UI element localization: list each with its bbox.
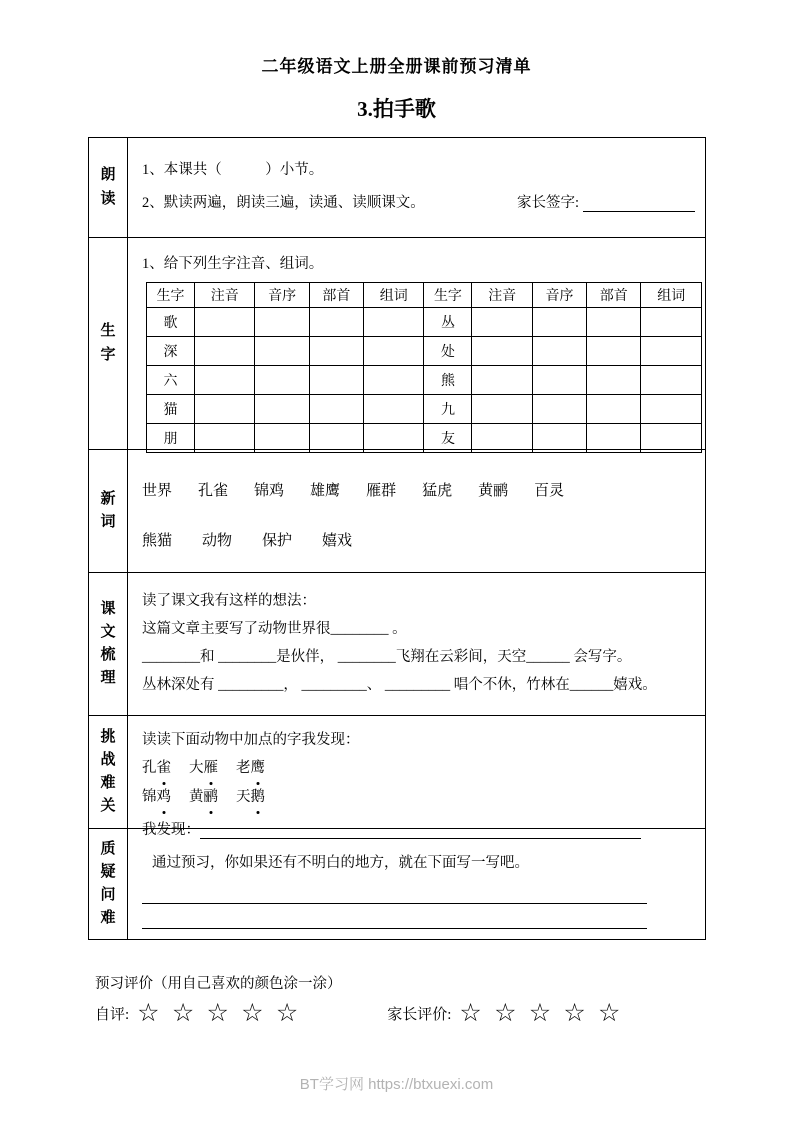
fill-cell bbox=[309, 424, 363, 453]
signature-blank-line bbox=[583, 197, 695, 212]
animal-char-dotted: 雀 bbox=[157, 756, 172, 781]
animal-char: 天 bbox=[236, 789, 251, 805]
fill-cell bbox=[587, 366, 641, 395]
fill-cell bbox=[472, 308, 533, 337]
char-cell: 六 bbox=[147, 366, 195, 395]
word: 熊猫 bbox=[142, 533, 173, 549]
fill-cell bbox=[532, 308, 586, 337]
fill-cell bbox=[255, 424, 309, 453]
fill-cell bbox=[363, 395, 424, 424]
col-header-word: 组词 bbox=[641, 283, 702, 308]
page-title: 二年级语文上册全册课前预习清单 bbox=[261, 57, 532, 76]
table-row bbox=[147, 366, 702, 395]
reading-line-1: 1、本课共（ ）小节。 bbox=[142, 162, 324, 178]
section-label-text: 挑战难关 bbox=[100, 728, 116, 815]
fill-cell bbox=[363, 308, 424, 337]
parent-evaluation-group bbox=[387, 1001, 623, 1026]
col-header-character: 生字 bbox=[424, 283, 472, 308]
col-header-word: 组词 bbox=[363, 283, 424, 308]
outline-line-1: 读了课文我有这样的想法： bbox=[142, 593, 316, 609]
reading-content bbox=[128, 138, 705, 237]
char-cell: 九 bbox=[424, 395, 472, 424]
char-cell: 猫 bbox=[147, 395, 195, 424]
text-outline-content bbox=[128, 573, 705, 715]
new-characters-content bbox=[128, 238, 705, 449]
section-label-text-outline bbox=[89, 573, 128, 715]
section-label-text: 新词 bbox=[100, 490, 116, 530]
worksheet-table bbox=[88, 137, 706, 940]
char-cell: 熊 bbox=[424, 366, 472, 395]
animal-char-dotted: 鹰 bbox=[251, 756, 266, 781]
col-header-pinyin: 注音 bbox=[472, 283, 533, 308]
section-label-text: 课文梳理 bbox=[100, 600, 116, 687]
table-row bbox=[147, 337, 702, 366]
fill-cell bbox=[194, 366, 255, 395]
questions-content bbox=[128, 829, 705, 939]
section-text-outline bbox=[89, 573, 705, 716]
fill-cell bbox=[194, 395, 255, 424]
word-row-2 bbox=[142, 529, 697, 550]
char-cell: 友 bbox=[424, 424, 472, 453]
section-label-text: 质疑问难 bbox=[100, 840, 116, 927]
animal-word bbox=[189, 756, 218, 781]
fill-cell bbox=[255, 337, 309, 366]
characters-table bbox=[146, 282, 702, 453]
section-label-text: 朗读 bbox=[100, 167, 116, 207]
parent-evaluation-stars: ☆ ☆ ☆ ☆ ☆ bbox=[459, 1000, 624, 1027]
fill-cell bbox=[309, 308, 363, 337]
char-cell: 深 bbox=[147, 337, 195, 366]
section-label-new-words bbox=[89, 450, 128, 572]
fill-cell bbox=[309, 337, 363, 366]
col-header-order: 音序 bbox=[255, 283, 309, 308]
fill-cell bbox=[587, 395, 641, 424]
fill-cell bbox=[309, 395, 363, 424]
fill-cell bbox=[532, 337, 586, 366]
finding-label: 我发现： bbox=[142, 822, 200, 838]
fill-cell bbox=[532, 366, 586, 395]
table-row bbox=[147, 308, 702, 337]
animal-char: 锦 bbox=[142, 789, 157, 805]
watermark-text: BT学习网 https://btxuexi.com bbox=[299, 1076, 494, 1093]
fill-cell bbox=[587, 308, 641, 337]
evaluation-block bbox=[95, 972, 793, 1026]
fill-cell bbox=[194, 337, 255, 366]
col-header-order: 音序 bbox=[532, 283, 586, 308]
animal-char-dotted: 鹂 bbox=[204, 785, 219, 810]
section-label-reading bbox=[89, 138, 128, 237]
section-challenge bbox=[89, 716, 705, 838]
section-questions bbox=[89, 829, 705, 939]
col-header-character: 生字 bbox=[147, 283, 195, 308]
new-words-content bbox=[128, 450, 705, 572]
fill-cell bbox=[641, 308, 702, 337]
evaluation-heading: 预习评价（用自己喜欢的颜色涂一涂） bbox=[95, 976, 342, 992]
animal-word bbox=[189, 785, 218, 810]
fill-cell bbox=[641, 337, 702, 366]
fill-cell bbox=[532, 395, 586, 424]
word: 孔雀 bbox=[198, 483, 229, 499]
parent-evaluation-label: 家长评价: bbox=[387, 1007, 452, 1023]
writing-line-1 bbox=[142, 903, 647, 904]
word: 雄鹰 bbox=[310, 483, 341, 499]
animal-word bbox=[142, 785, 171, 810]
parent-signature bbox=[517, 191, 695, 212]
fill-cell bbox=[587, 424, 641, 453]
section-label-text: 生字 bbox=[100, 323, 116, 363]
fill-cell bbox=[641, 424, 702, 453]
section-new-words bbox=[89, 450, 705, 573]
characters-table-header-row bbox=[147, 283, 702, 308]
parent-signature-label: 家长签字: bbox=[516, 195, 579, 211]
word: 世界 bbox=[142, 483, 173, 499]
fill-cell bbox=[309, 366, 363, 395]
fill-cell bbox=[194, 308, 255, 337]
fill-cell bbox=[363, 337, 424, 366]
fill-cell bbox=[587, 337, 641, 366]
fill-cell bbox=[363, 424, 424, 453]
animal-word bbox=[236, 785, 265, 810]
animal-word bbox=[142, 756, 171, 781]
self-evaluation-label: 自评: bbox=[95, 1007, 130, 1023]
col-header-radical: 部首 bbox=[587, 283, 641, 308]
fill-cell bbox=[472, 366, 533, 395]
word: 百灵 bbox=[534, 483, 565, 499]
fill-cell bbox=[255, 366, 309, 395]
fill-cell bbox=[532, 424, 586, 453]
outline-line-4: 丛林深处有 _________， _________、 _________ 唱个不休，竹林在______嬉戏。 bbox=[142, 677, 657, 693]
questions-instruction: 通过预习，你如果还有不明白的地方，就在下面写一写吧。 bbox=[152, 855, 529, 871]
animal-char: 老 bbox=[236, 760, 251, 776]
animal-char: 孔 bbox=[142, 760, 157, 776]
section-new-characters bbox=[89, 238, 705, 450]
animal-char-dotted: 鸡 bbox=[157, 785, 172, 810]
col-header-radical: 部首 bbox=[309, 283, 363, 308]
word: 锦鸡 bbox=[254, 483, 285, 499]
word: 嬉戏 bbox=[322, 533, 353, 549]
fill-cell bbox=[641, 395, 702, 424]
section-label-challenge bbox=[89, 716, 128, 828]
word: 动物 bbox=[202, 533, 233, 549]
section-label-questions bbox=[89, 829, 128, 939]
word: 猛虎 bbox=[422, 483, 453, 499]
animal-char: 大 bbox=[189, 760, 204, 776]
word-row-1 bbox=[142, 479, 697, 500]
word: 黄鹂 bbox=[478, 483, 509, 499]
outline-line-3: ________和 ________是伙伴， ________飞翔在云彩间，天空______ 会写字。 bbox=[142, 649, 632, 665]
fill-cell bbox=[194, 424, 255, 453]
animal-char-dotted: 鹅 bbox=[251, 785, 266, 810]
self-evaluation-stars: ☆ ☆ ☆ ☆ ☆ bbox=[137, 1000, 302, 1027]
fill-cell bbox=[641, 366, 702, 395]
writing-line-2 bbox=[142, 928, 647, 929]
word: 保护 bbox=[262, 533, 293, 549]
characters-instruction: 1、给下列生字注音、组词。 bbox=[142, 256, 324, 272]
char-cell: 歌 bbox=[147, 308, 195, 337]
table-row bbox=[147, 424, 702, 453]
fill-cell bbox=[472, 395, 533, 424]
fill-cell bbox=[363, 366, 424, 395]
char-cell: 朋 bbox=[147, 424, 195, 453]
reading-line-2 bbox=[142, 191, 697, 212]
lesson-title: 3.拍手歌 bbox=[357, 97, 436, 121]
fill-cell bbox=[472, 337, 533, 366]
fill-cell bbox=[472, 424, 533, 453]
animal-row-2 bbox=[142, 785, 697, 810]
table-row bbox=[147, 395, 702, 424]
animal-word bbox=[236, 756, 265, 781]
fill-cell bbox=[255, 308, 309, 337]
char-cell: 丛 bbox=[424, 308, 472, 337]
reading-line-2-text: 2、默读两遍，朗读三遍，读通、读顺课文。 bbox=[142, 195, 425, 211]
section-reading bbox=[89, 138, 705, 238]
challenge-instruction: 读读下面动物中加点的字我发现： bbox=[142, 732, 360, 748]
evaluation-row bbox=[95, 1001, 793, 1026]
outline-line-2: 这篇文章主要写了动物世界很________ 。 bbox=[142, 621, 407, 637]
col-header-pinyin: 注音 bbox=[194, 283, 255, 308]
animal-row-1 bbox=[142, 756, 697, 781]
char-cell: 处 bbox=[424, 337, 472, 366]
challenge-content bbox=[128, 716, 705, 838]
section-label-new-characters bbox=[89, 238, 128, 449]
fill-cell bbox=[255, 395, 309, 424]
animal-char-dotted: 雁 bbox=[204, 756, 219, 781]
animal-char: 黄 bbox=[189, 789, 204, 805]
word: 雁群 bbox=[366, 483, 397, 499]
